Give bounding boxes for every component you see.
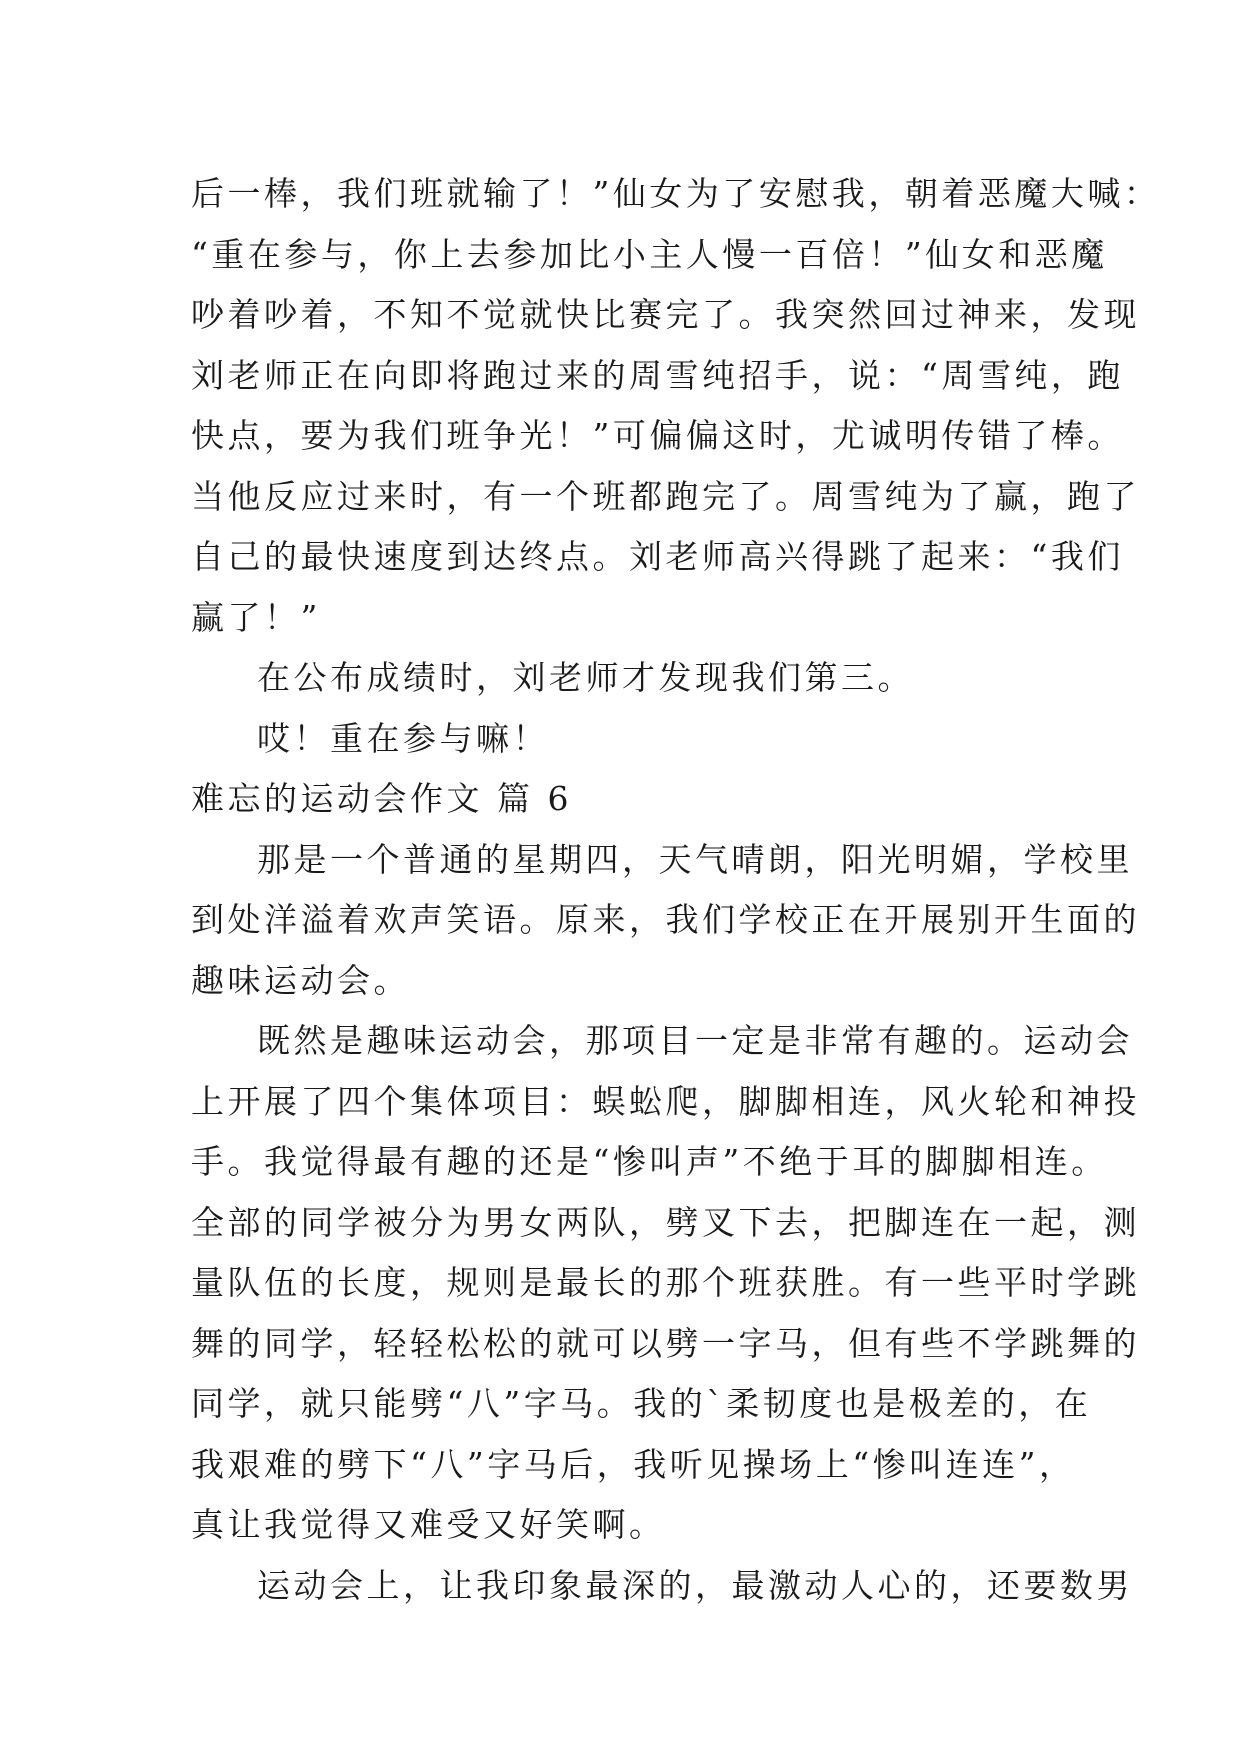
- paragraph-line: 快点，要为我们班争光！”可偏偏这时，尤诚明传错了棒。: [191, 416, 1124, 455]
- paragraph-line: 既然是趣味运动会，那项目一定是非常有趣的。运动会: [257, 1021, 1133, 1060]
- paragraph-line: 到处洋溢着欢声笑语。原来，我们学校正在开展别开生面的: [191, 900, 1140, 939]
- paragraph-line: 真让我觉得又难受又好笑啊。: [191, 1505, 666, 1544]
- paragraph-line: 手。我觉得最有趣的还是“惨叫声”不绝于耳的脚脚相连。: [191, 1142, 1108, 1181]
- paragraph-line: 后一棒，我们班就输了！”仙女为了安慰我，朝着恶魔大喊：: [191, 174, 1161, 213]
- paragraph-line: 运动会上，让我印象最深的，最激动人心的，还要数男: [257, 1565, 1133, 1605]
- paragraph-line: 舞的同学，轻轻松松的就可以劈一字马，但有些不学跳舞的: [191, 1323, 1140, 1363]
- paragraph-line: 哎！重在参与嘛！: [257, 718, 549, 758]
- paragraph-line: 量队伍的长度，规则是最长的那个班获胜。有一些平时学跳: [191, 1263, 1140, 1302]
- paragraph-line: 在公布成绩时，刘老师才发现我们第三。: [257, 658, 914, 697]
- paragraph-line: 吵着吵着，不知不觉就快比赛完了。我突然回过神来，发现: [191, 295, 1140, 334]
- paragraph-line: 赢了！”: [191, 597, 321, 637]
- paragraph-line: 全部的同学被分为男女两队，劈叉下去，把脚连在一起，测: [191, 1202, 1140, 1242]
- paragraph-line: 趣味运动会。: [191, 960, 410, 1000]
- paragraph-line: 我艰难的劈下“八”字马后，我听见操场上“惨叫连连”，: [191, 1444, 1076, 1484]
- paragraph-line: 那是一个普通的星期四，天气晴朗，阳光明媚，学校里: [257, 839, 1133, 879]
- essay-body: [191, 164, 1161, 1616]
- paragraph-line: 同学，就只能劈“八”字马。我的`柔韧度也是极差的，在: [191, 1384, 1092, 1423]
- paragraph-line: 上开展了四个集体项目：蜈蚣爬，脚脚相连，风火轮和神投: [191, 1081, 1140, 1121]
- paragraph-line: 自己的最快速度到达终点。刘老师高兴得跳了起来：“我们: [191, 537, 1124, 576]
- paragraph-line: 刘老师正在向即将跑过来的周雪纯招手，说：“周雪纯，跑: [191, 355, 1124, 395]
- section-heading: 难忘的运动会作文 篇 6: [191, 779, 572, 818]
- paragraph-line: 当他反应过来时，有一个班都跑完了。周雪纯为了赢，跑了: [191, 476, 1140, 516]
- paragraph-line: “重在参与，你上去参加比小主人慢一百倍！”仙女和恶魔: [191, 234, 1108, 274]
